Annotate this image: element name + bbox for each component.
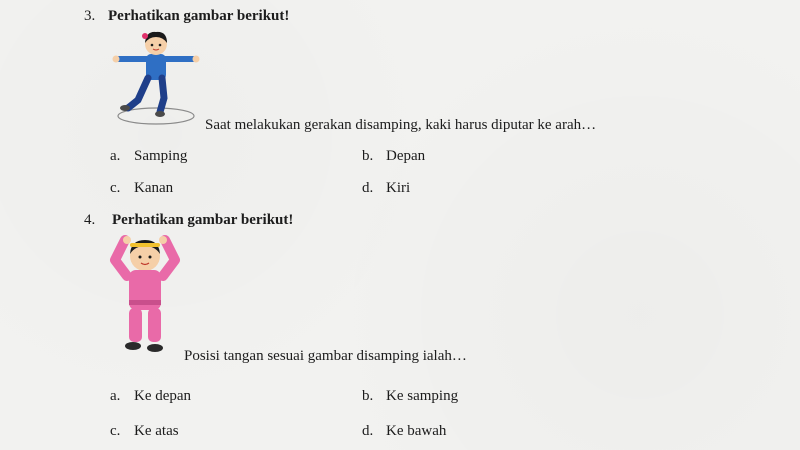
- option-text: Kiri: [386, 180, 411, 196]
- option-text: Ke atas: [134, 423, 179, 439]
- question-4-instruction: Perhatikan gambar berikut!: [112, 212, 294, 228]
- question-4-option-c[interactable]: [110, 423, 179, 440]
- question-4-option-b[interactable]: [362, 388, 458, 405]
- option-letter: b.: [362, 148, 374, 164]
- option-letter: d.: [362, 423, 374, 439]
- question-3-instruction: Perhatikan gambar berikut!: [108, 8, 290, 24]
- question-3-option-a[interactable]: [110, 148, 187, 165]
- option-text: Samping: [134, 148, 188, 164]
- girl-pink-hands-on-head-icon: [105, 232, 185, 357]
- question-4-stem: Posisi tangan sesuai gambar disamping ialah…: [184, 348, 467, 364]
- option-letter: c.: [110, 423, 121, 439]
- question-4-number: 4.: [84, 212, 96, 228]
- option-text: Ke samping: [386, 388, 459, 404]
- option-text: Kanan: [134, 180, 174, 196]
- question-3-stem: Saat melakukan gerakan disamping, kaki harus diputar ke arah…: [205, 117, 597, 133]
- option-text: Ke depan: [134, 388, 192, 404]
- question-3-option-d[interactable]: [362, 180, 410, 197]
- option-letter: c.: [110, 180, 121, 196]
- girl-blue-arms-outstretched-icon: [108, 28, 203, 128]
- option-letter: d.: [362, 180, 374, 196]
- question-3-option-b[interactable]: [362, 148, 425, 165]
- option-text: Ke bawah: [386, 423, 447, 439]
- question-4-option-d[interactable]: [362, 423, 446, 440]
- option-letter: a.: [110, 388, 121, 404]
- option-text: Depan: [386, 148, 426, 164]
- question-4-option-a[interactable]: [110, 388, 191, 405]
- question-3-number: 3.: [84, 8, 96, 24]
- question-3-option-c[interactable]: [110, 180, 173, 197]
- option-letter: a.: [110, 148, 121, 164]
- option-letter: b.: [362, 388, 374, 404]
